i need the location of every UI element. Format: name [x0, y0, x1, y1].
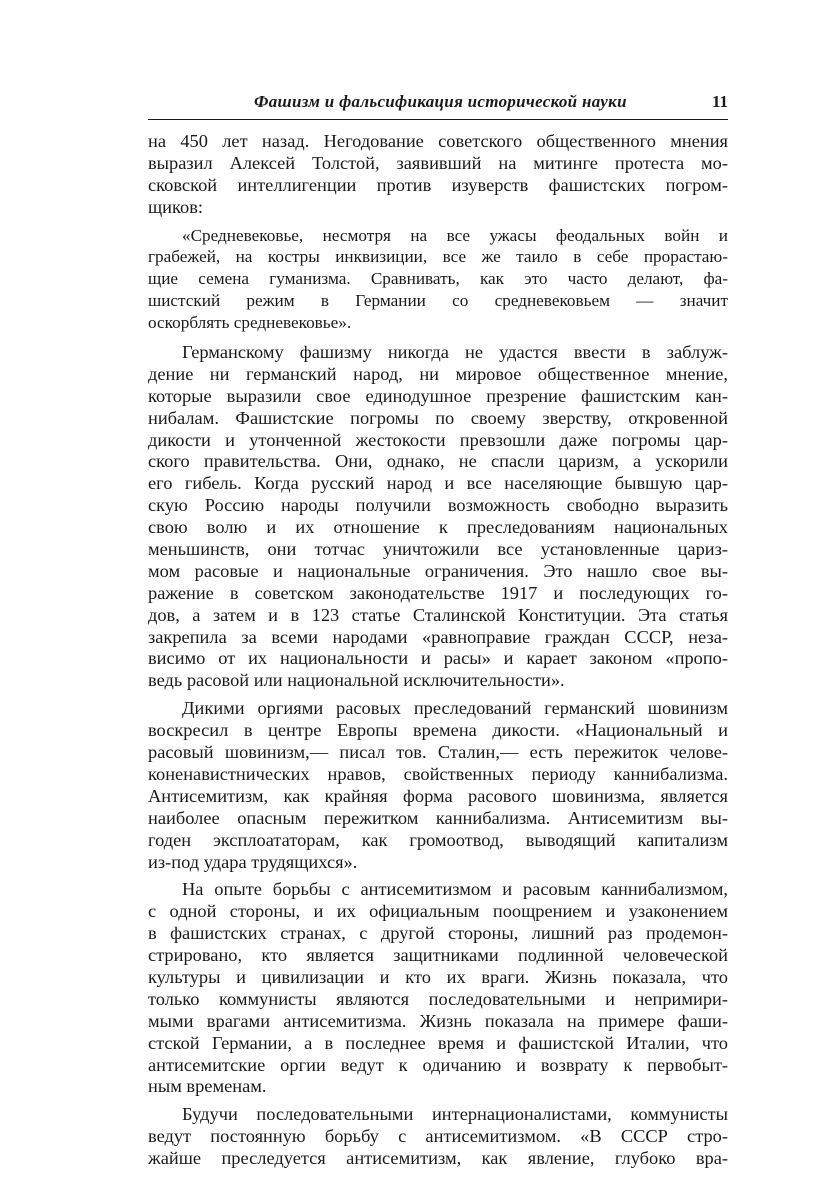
text-line: Антисемитизм, как крайняя форма расового шовинизма, является [148, 785, 728, 806]
text-line: На опыте борьбы с антисемитизмом и расовым каннибализмом, [182, 879, 728, 900]
text-line: ского правительства. Они, однако, не спасли царизм, а ускорили [148, 451, 728, 472]
text-line: «Средневековье, несмотря на все ужасы феодальных войн и [182, 225, 728, 245]
text-line: висимо от их национальности и расы» и карает законом «пропо- [148, 648, 728, 669]
text-line: Германскому фашизму никогда не удастся ввести в заблуж- [182, 342, 728, 363]
text-line: годен эксплоататорам, как громоотвод, выводящий капитализм [148, 829, 728, 850]
text-line: мыми врагами антисемитизма. Жизнь показала на примере фаши- [148, 1010, 728, 1031]
text-line: ражение в советском законодательстве 1917 и последующих го- [148, 582, 728, 603]
text-line: щиков: [148, 196, 203, 217]
block-quote [148, 225, 728, 334]
text-line: стской Германии, а в последнее время и фашистской Италии, что [148, 1032, 728, 1053]
text-line: дикости и утонченной жестокости превзошли даже погромы цар- [148, 429, 728, 450]
text-line: закрепила за всеми народами «равноправие граждан СССР, неза- [148, 626, 728, 647]
text-line: оскорблять средневековье». [148, 313, 352, 333]
text-line: дение ни германский народ, ни мировое общественное мнение, [148, 363, 728, 384]
text-line: Будучи последовательными интернационалистами, коммунисты [182, 1104, 728, 1125]
paragraph [148, 879, 728, 1098]
text-line: с одной стороны, и их официальным поощрением и узаконением [148, 901, 728, 922]
text-line: воскресил в центре Европы времена дикости. «Национальный и [148, 720, 728, 741]
text-line: на 450 лет назад. Негодование советского общественного мнения [148, 131, 728, 151]
text-line: дов, а затем и в 123 статье Сталинской Конституции. Эта статья [148, 604, 728, 625]
text-line: скую Россию народы получили возможность свободно выразить [148, 495, 728, 516]
text-line: нибалам. Фашистские погромы по своему зверству, откровенной [148, 407, 728, 428]
paragraph [148, 1104, 728, 1170]
text-line: стрировано, кто является защитниками подлинной человеческой [148, 945, 728, 966]
running-title: Фашизм и фальсификация исторической науки [254, 92, 627, 111]
paragraph [148, 698, 728, 873]
body-text [148, 131, 728, 1176]
text-line: антисемитские оргии ведут к одичанию и возврату к первобыт- [148, 1054, 728, 1075]
text-line: ным временам. [148, 1076, 267, 1097]
text-line: которые выразили свое единодушное презрение фашистским кан- [148, 385, 728, 406]
text-line: только коммунисты являются последовательными и непримири- [148, 988, 728, 1009]
paragraph [148, 342, 728, 692]
text-line: расовый шовинизм,— писал тов. Сталин,— есть пережиток челове- [148, 742, 728, 763]
text-line: грабежей, на костры инквизиции, все же таило в себе прорастаю- [148, 247, 728, 267]
text-line: Дикими оргиями расовых преследований германский шовинизм [182, 698, 728, 719]
text-line: сковской интеллигенции против изуверств фашистских погром- [148, 174, 728, 195]
text-line: наиболее опасным пережитком каннибализма. Антисемитизм вы- [148, 807, 728, 828]
text-line: шистский режим в Германии со средневековьем — значит [148, 291, 728, 311]
text-line: коненавистнических нравов, свойственных периоду каннибализма. [148, 763, 728, 784]
text-line: мом расовые и национальные ограничения. Это нашло свое вы- [148, 560, 728, 581]
text-line: жайше преследуется антисемитизм, как явление, глубоко вра- [148, 1148, 728, 1169]
text-line: в фашистских странах, с другой стороны, лишний раз продемон- [148, 923, 728, 944]
text-line: из-под удара трудящихся». [148, 851, 358, 872]
text-line: щие семена гуманизма. Сравнивать, как это часто делают, фа- [148, 269, 728, 289]
running-header [148, 86, 728, 116]
text-line: ведь расовой или национальной исключительности». [148, 670, 565, 691]
text-line: культуры и цивилизации и кто их враги. Жизнь показала, что [148, 966, 728, 987]
text-line: выразил Алексей Толстой, заявивший на митинге протеста мо- [148, 152, 728, 173]
paragraph [148, 131, 728, 219]
text-line: меньшинств, они тотчас уничтожили все установленные цариз- [148, 539, 728, 560]
header-rule [148, 119, 728, 120]
text-line: свою волю и их отношение к преследованиям национальных [148, 517, 728, 538]
text-line: его гибель. Когда русский народ и все населяющие бывшую цар- [148, 473, 728, 494]
text-line: ведут постоянную борьбу с антисемитизмом. «В СССР стро- [148, 1126, 728, 1147]
page-number: 11 [711, 92, 728, 111]
